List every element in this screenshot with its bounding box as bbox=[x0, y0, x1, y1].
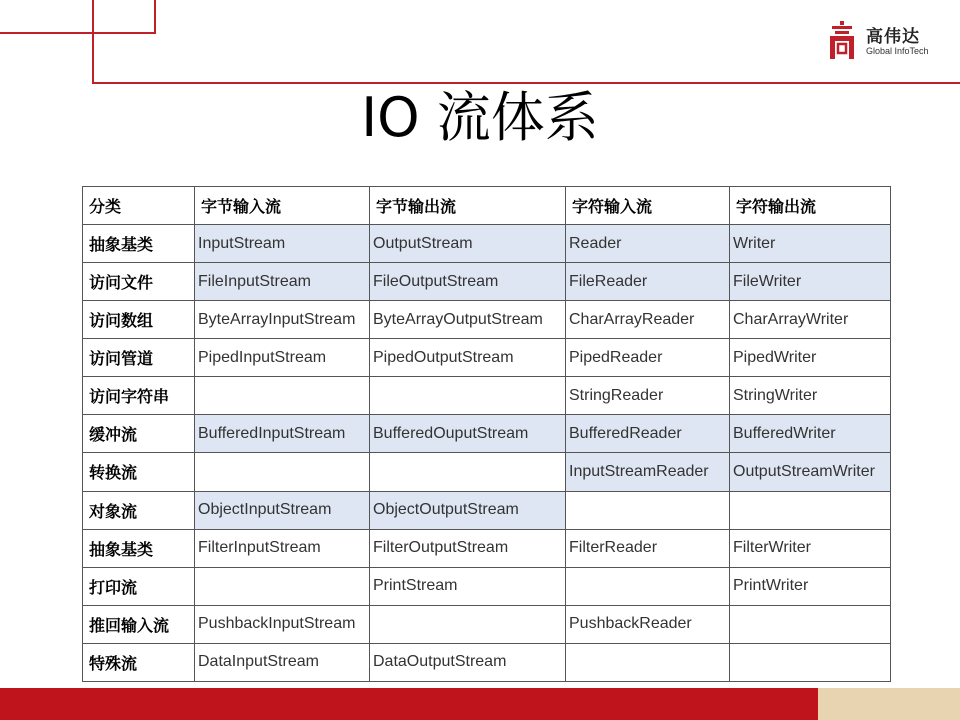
io-stream-table bbox=[82, 186, 891, 682]
footer-tan-bar bbox=[818, 688, 960, 720]
table-row bbox=[83, 301, 891, 339]
logo-english-name: Global InfoTech bbox=[866, 46, 929, 56]
row-category: 推回输入流 bbox=[83, 605, 195, 643]
table-cell: FileWriter bbox=[730, 263, 891, 301]
table-cell: FilterOutputStream bbox=[370, 529, 566, 567]
table-cell: PipedOutputStream bbox=[370, 339, 566, 377]
table-cell bbox=[370, 605, 566, 643]
row-category: 缓冲流 bbox=[83, 415, 195, 453]
table-cell: ByteArrayInputStream bbox=[195, 301, 370, 339]
gate-seal-icon bbox=[826, 20, 858, 60]
column-header: 字节输入流 bbox=[195, 187, 370, 225]
footer-red-bar bbox=[0, 688, 818, 720]
table-row bbox=[83, 567, 891, 605]
table-cell: PipedInputStream bbox=[195, 339, 370, 377]
column-header: 字符输出流 bbox=[730, 187, 891, 225]
table-cell: PipedWriter bbox=[730, 339, 891, 377]
table-row bbox=[83, 453, 891, 491]
table-cell: BufferedInputStream bbox=[195, 415, 370, 453]
company-logo bbox=[826, 20, 936, 64]
header-category: 分类 bbox=[83, 187, 195, 225]
table-cell: PushbackReader bbox=[566, 605, 730, 643]
table-cell: BufferedWriter bbox=[730, 415, 891, 453]
row-category: 对象流 bbox=[83, 491, 195, 529]
table-cell: ObjectInputStream bbox=[195, 491, 370, 529]
table-cell: FileReader bbox=[566, 263, 730, 301]
table-cell: PipedReader bbox=[566, 339, 730, 377]
table-cell bbox=[195, 567, 370, 605]
table-cell: DataOutputStream bbox=[370, 643, 566, 681]
row-category: 特殊流 bbox=[83, 643, 195, 681]
table-cell: Writer bbox=[730, 225, 891, 263]
table-cell: PushbackInputStream bbox=[195, 605, 370, 643]
table-cell: DataInputStream bbox=[195, 643, 370, 681]
table-header-row bbox=[83, 187, 891, 225]
table-cell: ByteArrayOutputStream bbox=[370, 301, 566, 339]
table-cell: PrintStream bbox=[370, 567, 566, 605]
table-cell: FileOutputStream bbox=[370, 263, 566, 301]
table-row bbox=[83, 377, 891, 415]
table-row bbox=[83, 415, 891, 453]
column-header: 字节输出流 bbox=[370, 187, 566, 225]
table-cell bbox=[566, 643, 730, 681]
row-category: 访问字符串 bbox=[83, 377, 195, 415]
table-cell bbox=[370, 453, 566, 491]
table-row bbox=[83, 491, 891, 529]
table-cell: BufferedOuputStream bbox=[370, 415, 566, 453]
row-category: 访问数组 bbox=[83, 301, 195, 339]
row-category: 抽象基类 bbox=[83, 529, 195, 567]
table-row bbox=[83, 339, 891, 377]
table-cell: FileInputStream bbox=[195, 263, 370, 301]
table-row bbox=[83, 225, 891, 263]
top-left-vertical-line bbox=[154, 0, 156, 34]
table-cell: StringWriter bbox=[730, 377, 891, 415]
table-cell bbox=[566, 491, 730, 529]
table-cell bbox=[566, 567, 730, 605]
page-title: IO 流体系 bbox=[361, 86, 599, 149]
row-category: 打印流 bbox=[83, 567, 195, 605]
logo-chinese-name: 高伟达 bbox=[866, 27, 920, 47]
row-category: 抽象基类 bbox=[83, 225, 195, 263]
table-row bbox=[83, 529, 891, 567]
row-category: 访问文件 bbox=[83, 263, 195, 301]
table-cell bbox=[730, 605, 891, 643]
table-cell: InputStreamReader bbox=[566, 453, 730, 491]
table-cell: CharArrayWriter bbox=[730, 301, 891, 339]
table-cell bbox=[730, 643, 891, 681]
table-cell: PrintWriter bbox=[730, 567, 891, 605]
table-row bbox=[83, 263, 891, 301]
table-cell bbox=[195, 377, 370, 415]
table-cell: FilterInputStream bbox=[195, 529, 370, 567]
table-cell: BufferedReader bbox=[566, 415, 730, 453]
table-cell: Reader bbox=[566, 225, 730, 263]
top-left-divider bbox=[0, 32, 155, 34]
row-category: 转换流 bbox=[83, 453, 195, 491]
table-cell bbox=[370, 377, 566, 415]
table-cell: FilterWriter bbox=[730, 529, 891, 567]
row-category: 访问管道 bbox=[83, 339, 195, 377]
frame-vertical-line bbox=[92, 0, 94, 84]
table-cell: OutputStream bbox=[370, 225, 566, 263]
table-cell: StringReader bbox=[566, 377, 730, 415]
table-cell: InputStream bbox=[195, 225, 370, 263]
table-cell bbox=[195, 453, 370, 491]
table-cell: FilterReader bbox=[566, 529, 730, 567]
column-header: 字符输入流 bbox=[566, 187, 730, 225]
table-cell: ObjectOutputStream bbox=[370, 491, 566, 529]
table-cell: OutputStreamWriter bbox=[730, 453, 891, 491]
table-row bbox=[83, 643, 891, 681]
table-cell bbox=[730, 491, 891, 529]
table-row bbox=[83, 605, 891, 643]
table-cell: CharArrayReader bbox=[566, 301, 730, 339]
